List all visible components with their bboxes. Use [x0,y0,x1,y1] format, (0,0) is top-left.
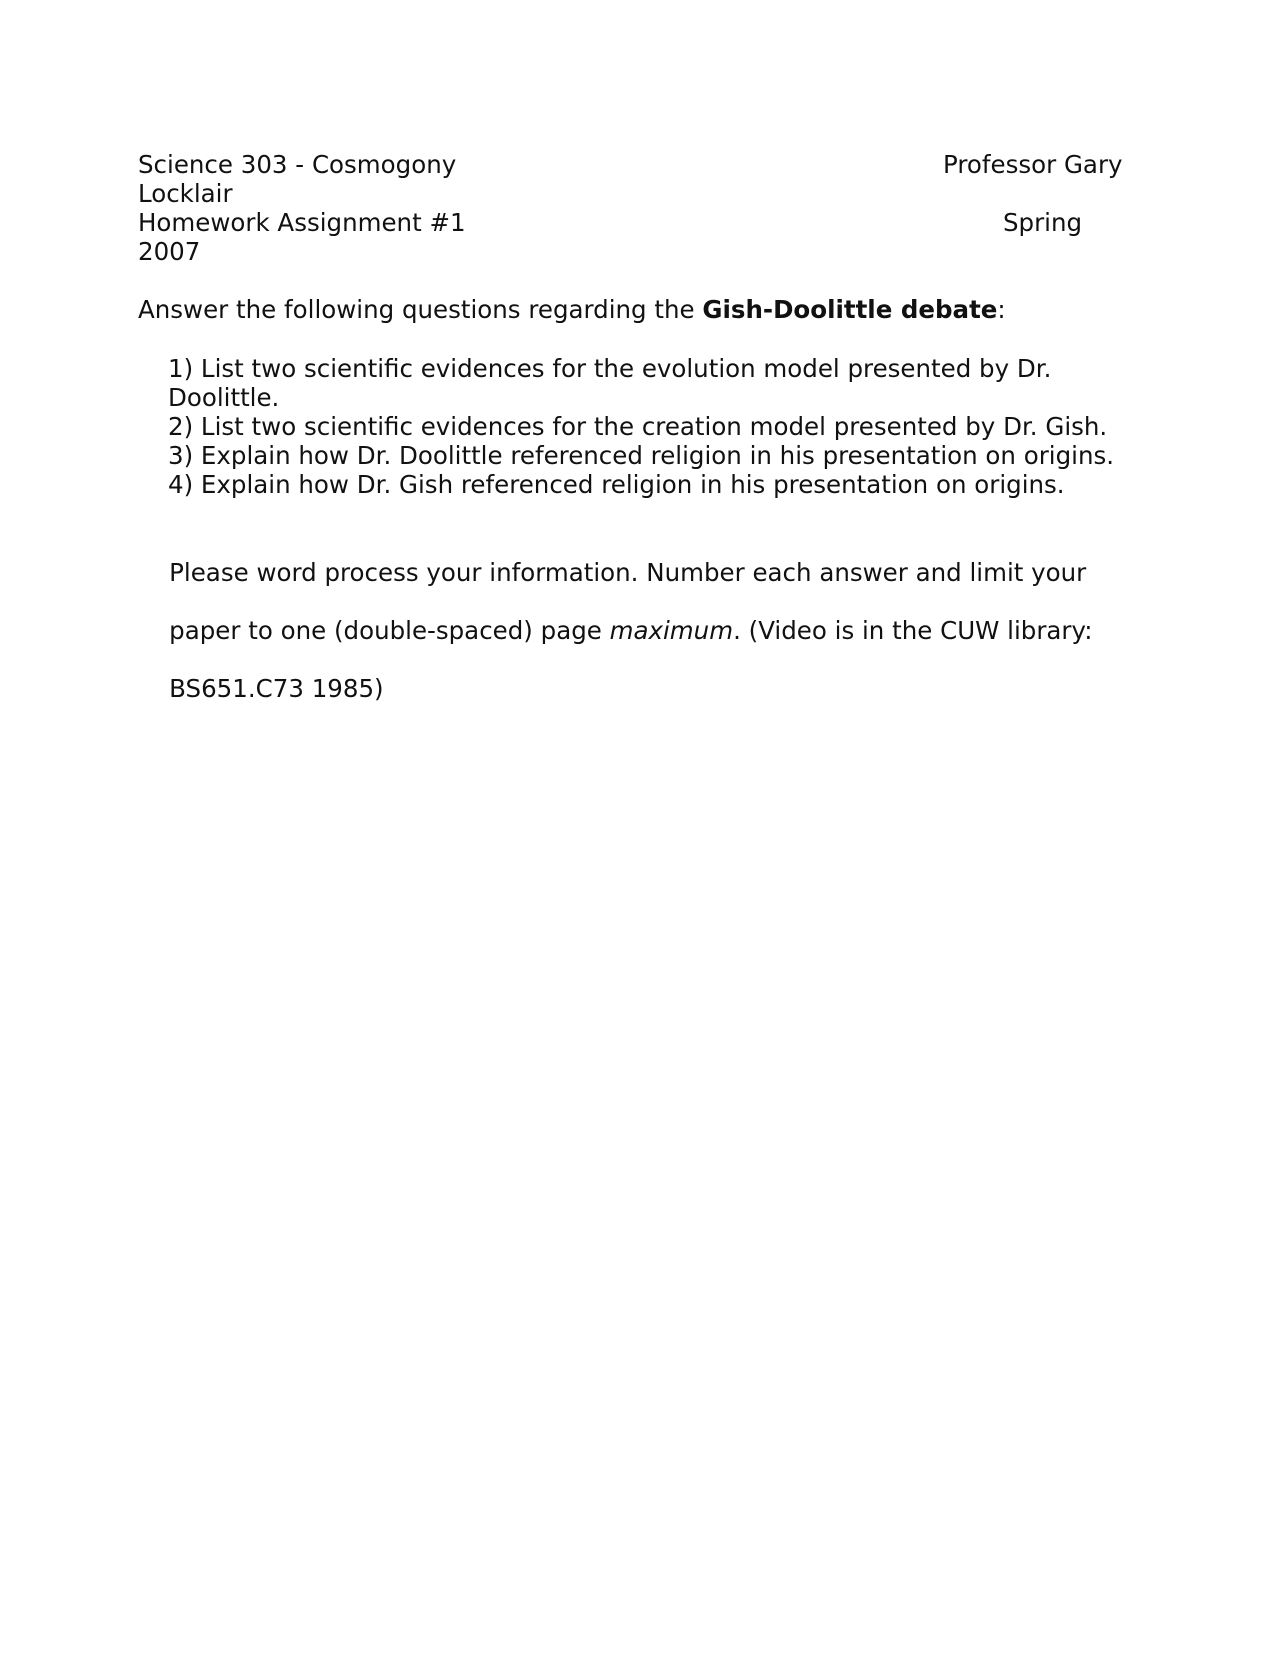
professor-name: Professor Gary [943,150,1123,179]
instructions-maximum: maximum [609,616,734,645]
intro-paragraph [138,295,1148,324]
instructions-paragraph [138,529,1138,732]
term-year: 2007 [138,237,201,266]
instructions-line-2-end: . (Video is in the CUW library: [733,616,1093,645]
intro-text: Answer the following questions regarding the [138,295,703,324]
assignment-title: Homework Assignment #1 [138,208,466,237]
debate-name: Gish-Doolittle debate [702,295,998,324]
instructions-line-2-start: paper to one (double-spaced) page [169,616,610,645]
question-2: 2) List two scientific evidences for the creation model presented by Dr. Gish. [168,412,1108,441]
question-list [168,354,1168,499]
instructions-line-3: BS651.C73 1985) [169,674,384,703]
instructions-line-1: Please word process your information. Number each answer and limit your [169,558,1087,587]
question-1: 1) List two scientific evidences for the evolution model presented by Dr. [168,354,1052,383]
course-title: Science 303 - Cosmogony [138,150,457,179]
question-4: 4) Explain how Dr. Gish referenced religion in his presentation on origins. [168,470,1065,499]
question-1-continued: Doolittle. [168,383,280,412]
professor-last-name: Locklair [138,179,233,208]
term-label: Spring [1003,208,1083,237]
question-3: 3) Explain how Dr. Doolittle referenced religion in his presentation on origins. [168,441,1115,470]
intro-colon: : [997,295,1006,324]
